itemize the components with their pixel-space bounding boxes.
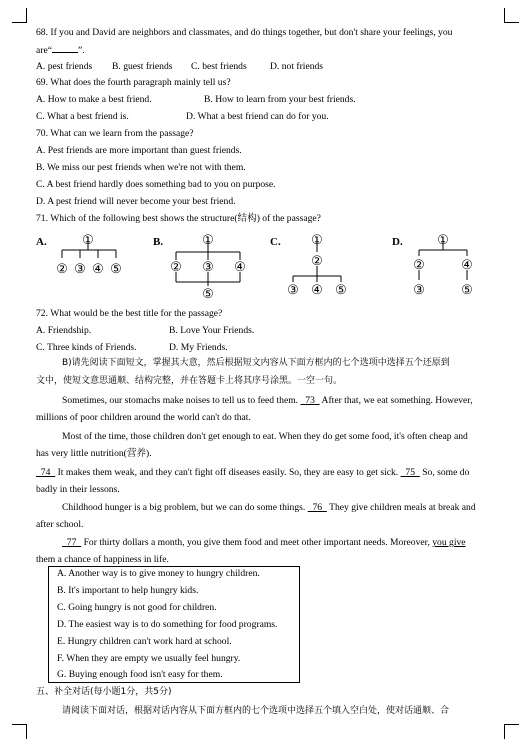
q72-option-b[interactable]: B. Love Your Friends. (169, 325, 255, 336)
paragraph-3-line-2: badly in their lessons. (36, 484, 120, 495)
blank-73[interactable]: 73 (305, 395, 315, 406)
diagram-d-node-5: ⑤ (461, 282, 473, 297)
q70-option-a[interactable]: A. Pest friends are more important than guest friends. (36, 145, 242, 156)
box-option-f[interactable]: F. When they are empty we usually feel hungry. (57, 653, 241, 664)
q69-option-d[interactable]: D. What a best friend can do for you. (186, 111, 329, 122)
q69-option-a[interactable]: A. How to make a best friend. (36, 94, 152, 105)
diagram-d-node-4: ④ (461, 257, 473, 272)
crop-mark-top-left (12, 8, 27, 23)
options-box (48, 566, 300, 683)
paragraph-4-line-2: after school. (36, 519, 84, 530)
section-5-instruction: 请阅读下面对话，根据对话内容从下面方框内的七个选项中选择五个填入空白处，使对话通顺、合 (62, 706, 450, 716)
q68-option-c[interactable]: C. best friends (191, 61, 247, 72)
q72-option-c[interactable]: C. Three kinds of Friends. (36, 342, 137, 353)
blank-74[interactable]: 74 (40, 467, 51, 478)
paragraph-3-line-1: 74 It makes them weak, and they can't fight off diseases easily. So, they are easy to get sick. 75 So, some do (36, 466, 469, 479)
diagram-c (285, 232, 355, 298)
diagram-c-node-4: ④ (311, 282, 323, 297)
crop-mark-bottom-left (12, 724, 27, 739)
q70-stem: 70. What can we learn from the passage? (36, 128, 194, 139)
q68-stem-cont: are“ ”. (36, 45, 85, 56)
diagram-a-node-1: ① (82, 232, 94, 247)
q69-option-c[interactable]: C. What a best friend is. (36, 111, 129, 122)
q69-option-b[interactable]: B. How to learn from your best friends. (204, 94, 356, 105)
paragraph-4-line-1: Childhood hunger is a big problem, but we can do some things. 76 They give children meals at break and (62, 502, 476, 513)
paragraph-2-line-2: has very little nutrition(营养). (36, 448, 152, 459)
diagram-a-node-5: ⑤ (110, 261, 122, 276)
diagram-a-node-2: ② (56, 261, 68, 276)
box-option-b[interactable]: B. It's important to help hungry kids. (57, 585, 199, 596)
part-b-instruction-2: 文中，使短文意思通顺、结构完整，并在答题卡上将其序号涂黑。一空一句。 (36, 376, 343, 386)
diagram-d-node-3: ③ (413, 282, 425, 297)
diagram-d-node-1: ① (437, 232, 449, 247)
diagram-a (54, 232, 124, 278)
diagram-d-label[interactable]: D. (392, 236, 403, 248)
box-option-c[interactable]: C. Going hungry is not good for children. (57, 602, 217, 613)
diagram-d-node-2: ② (413, 257, 425, 272)
q69-stem: 69. What does the fourth paragraph mainly tell us? (36, 77, 231, 88)
diagram-d (411, 232, 481, 298)
crop-mark-top-right (504, 8, 519, 23)
box-option-g[interactable]: G. Buying enough food isn't easy for them. (57, 669, 223, 680)
diagram-b (170, 232, 250, 302)
diagram-c-node-3: ③ (287, 282, 299, 297)
diagram-a-node-3: ③ (74, 261, 86, 276)
paragraph-5-line-2: them a chance of happiness in life. (36, 554, 169, 565)
diagram-c-node-2: ② (311, 253, 323, 268)
paragraph-1-line-2: millions of poor children around the world can't do that. (36, 412, 251, 423)
q68-option-a[interactable]: A. pest friends (36, 61, 93, 72)
diagram-a-node-4: ④ (92, 261, 104, 276)
diagram-c-label[interactable]: C. (270, 236, 281, 248)
q70-option-d[interactable]: D. A pest friend will never become your best friend. (36, 196, 236, 207)
diagram-b-node-2: ② (170, 259, 182, 274)
q70-option-c[interactable]: C. A best friend hardly does something bad to you on purpose. (36, 179, 276, 190)
blank-77[interactable]: 77 (66, 537, 77, 548)
paragraph-1-line-1: Sometimes, our stomachs make noises to tell us to feed them. 73 After that, we eat something. However, (62, 395, 473, 406)
diagram-c-node-5: ⑤ (335, 282, 347, 297)
box-option-a[interactable]: A. Another way is to give money to hungry children. (57, 568, 260, 579)
diagram-b-node-3: ③ (202, 259, 214, 274)
box-option-d[interactable]: D. The easiest way is to do something for food programs. (57, 619, 278, 630)
box-option-e[interactable]: E. Hungry children can't work hard at school. (57, 636, 232, 647)
q71-stem: 71. Which of the following best shows the structure(结构) of the passage? (36, 213, 321, 224)
q72-option-d[interactable]: D. My Friends. (169, 342, 228, 353)
part-b-instruction-1: B)请先阅读下面短文，掌握其大意，然后根据短文内容从下面方框内的七个选项中选择五个还原到 (62, 358, 450, 368)
crop-mark-bottom-right (504, 724, 519, 739)
diagram-b-label[interactable]: B. (153, 236, 164, 248)
blank-75[interactable]: 75 (405, 467, 415, 478)
blank-76[interactable]: 76 (312, 502, 323, 513)
q68-option-b[interactable]: B. guest friends (112, 61, 173, 72)
q68-option-d[interactable]: D. not friends (270, 61, 324, 72)
paragraph-2-line-1: Most of the time, those children don't get enough to eat. When they do get some food, it's often cheap and (62, 431, 468, 442)
diagram-a-label[interactable]: A. (36, 236, 47, 248)
diagram-b-node-5: ⑤ (202, 286, 214, 301)
diagram-b-node-4: ④ (234, 259, 246, 274)
section-5-title: 五、补全对话(每小题1分，共5分) (36, 687, 172, 697)
q72-stem: 72. What would be the best title for the passage? (36, 308, 223, 319)
paragraph-5-line-1: 77 For thirty dollars a month, you give them food and meet other important needs. Moreover, you give (62, 536, 466, 549)
diagram-b-node-1: ① (202, 232, 214, 247)
q72-option-a[interactable]: A. Friendship. (36, 325, 92, 336)
q68-stem: 68. If you and David are neighbors and classmates, and do things together, but don't share your feelings, you (36, 27, 453, 38)
diagram-c-node-1: ① (311, 232, 323, 247)
q70-option-b[interactable]: B. We miss our pest friends when we're not with them. (36, 162, 246, 173)
